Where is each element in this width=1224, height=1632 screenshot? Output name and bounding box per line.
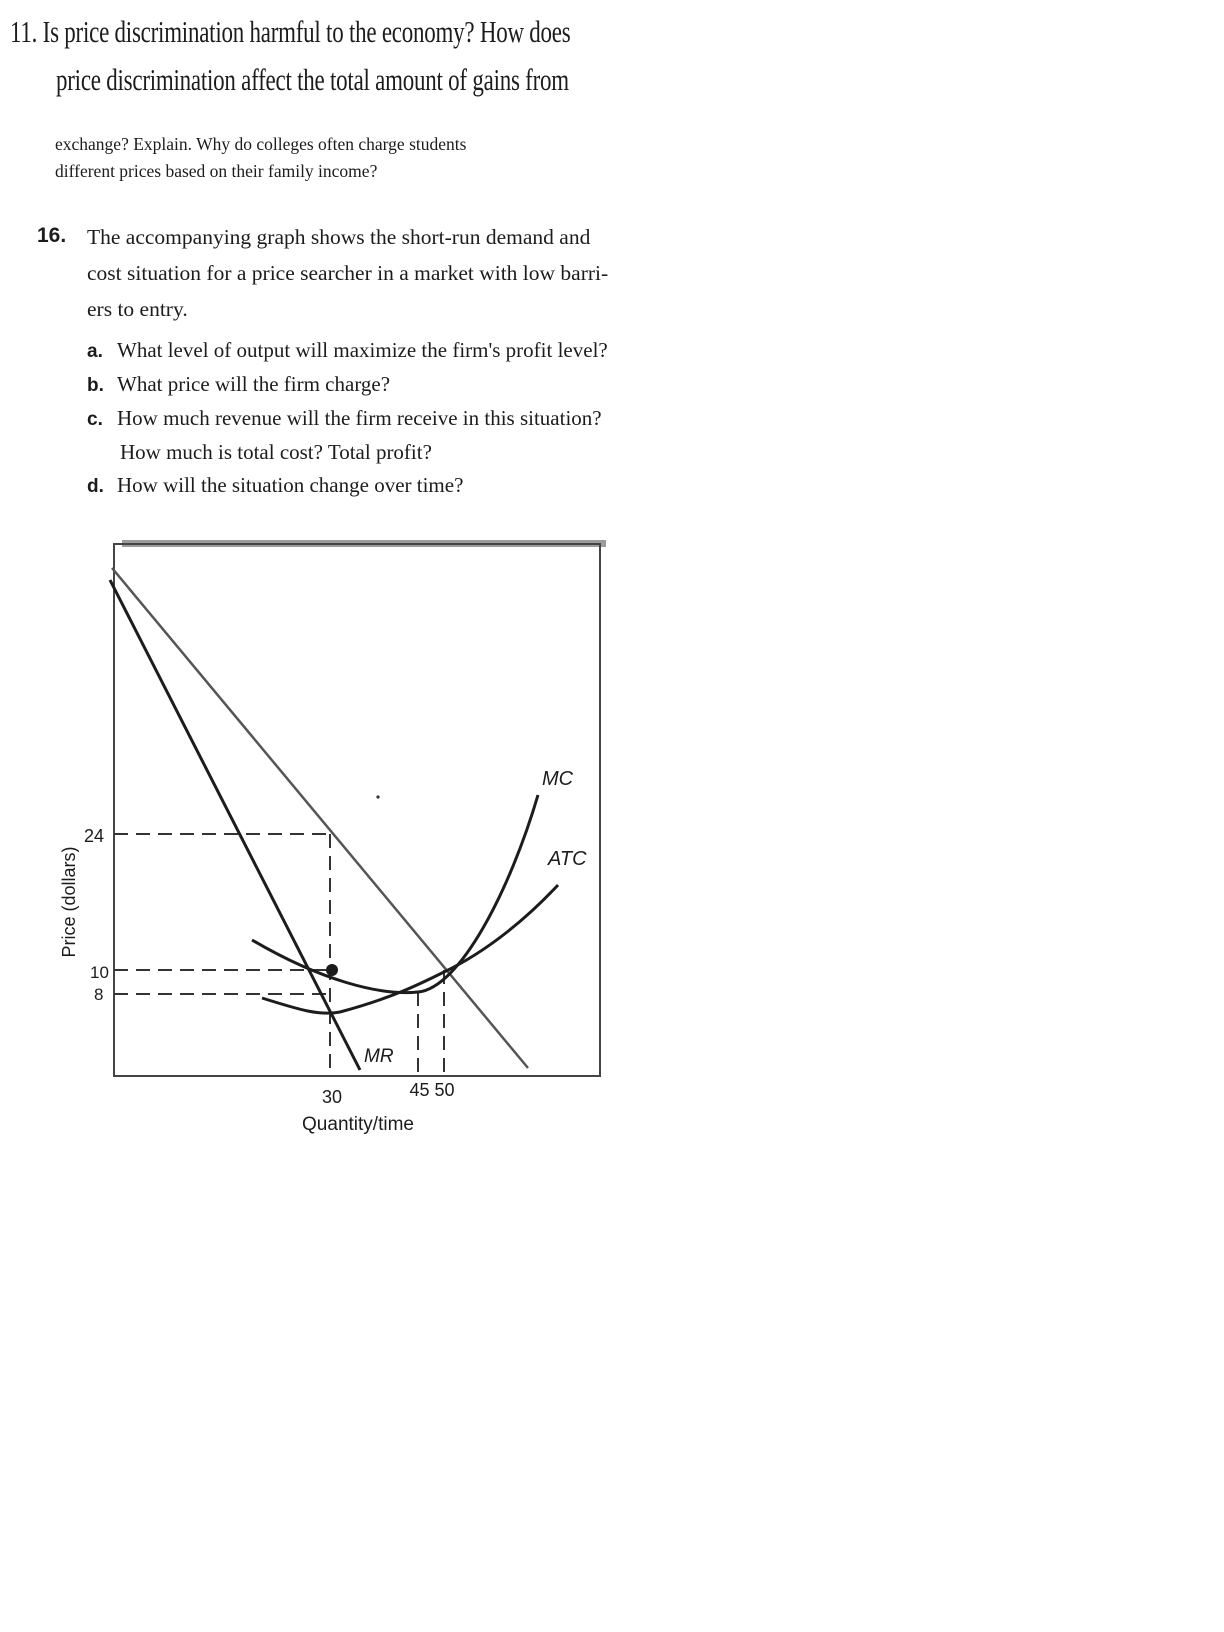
cost-curve-figure bbox=[0, 540, 680, 1180]
question-11-cont-line-1: exchange? Explain. Why do colleges often charge students bbox=[55, 134, 467, 154]
part-letter: a. bbox=[87, 341, 103, 362]
part-text: How will the situation change over time? bbox=[117, 473, 464, 497]
mr-curve bbox=[110, 580, 360, 1070]
question-16-number: 16. bbox=[37, 224, 67, 247]
mc-label: MC bbox=[542, 768, 574, 790]
part-text: What level of output will maximize the firm's profit level? bbox=[117, 338, 608, 362]
part-c-continuation: How much is total cost? Total profit? bbox=[120, 440, 432, 464]
part-a bbox=[87, 334, 687, 368]
atc-label: ATC bbox=[548, 848, 587, 870]
part-text: How much revenue will the firm receive in this situation? bbox=[117, 406, 602, 430]
question-11-continuation bbox=[55, 131, 615, 185]
part-c bbox=[87, 402, 687, 436]
part-d bbox=[87, 469, 687, 503]
equilibrium-point bbox=[326, 964, 338, 976]
question-11-cont-line-2: different prices based on their family income? bbox=[55, 161, 378, 181]
question-11-line-1: 11. Is price discrimination harmful to the economy? How does bbox=[10, 14, 571, 49]
plot-frame bbox=[114, 544, 600, 1076]
y-tick-label-10: 10 bbox=[90, 963, 109, 982]
mr-label: MR bbox=[364, 1046, 394, 1067]
print-speck bbox=[376, 795, 379, 798]
x-axis-title: Quantity/time bbox=[302, 1114, 414, 1135]
part-text: What price will the firm charge? bbox=[117, 372, 391, 396]
x-tick-label-45-50: 45 50 bbox=[409, 1080, 455, 1100]
mc-curve bbox=[252, 795, 538, 993]
part-letter: d. bbox=[87, 476, 104, 497]
question-16-line: ers to entry. bbox=[87, 297, 188, 321]
y-tick-label-8: 8 bbox=[94, 985, 104, 1004]
part-letter: c. bbox=[87, 409, 103, 430]
question-16-parts bbox=[87, 334, 687, 503]
part-b bbox=[87, 368, 687, 402]
y-tick-label-24: 24 bbox=[84, 826, 105, 846]
question-16-line: cost situation for a price searcher in a market with low barri- bbox=[87, 261, 609, 285]
y-axis-title: Price (dollars) bbox=[59, 846, 79, 958]
x-tick-label-30: 30 bbox=[321, 1087, 343, 1107]
part-letter: b. bbox=[87, 375, 104, 396]
question-16-text bbox=[87, 219, 667, 327]
question-16-line: The accompanying graph shows the short-run demand and bbox=[87, 225, 591, 249]
question-11-line-2: price discrimination affect the total amount of gains from bbox=[56, 62, 569, 97]
